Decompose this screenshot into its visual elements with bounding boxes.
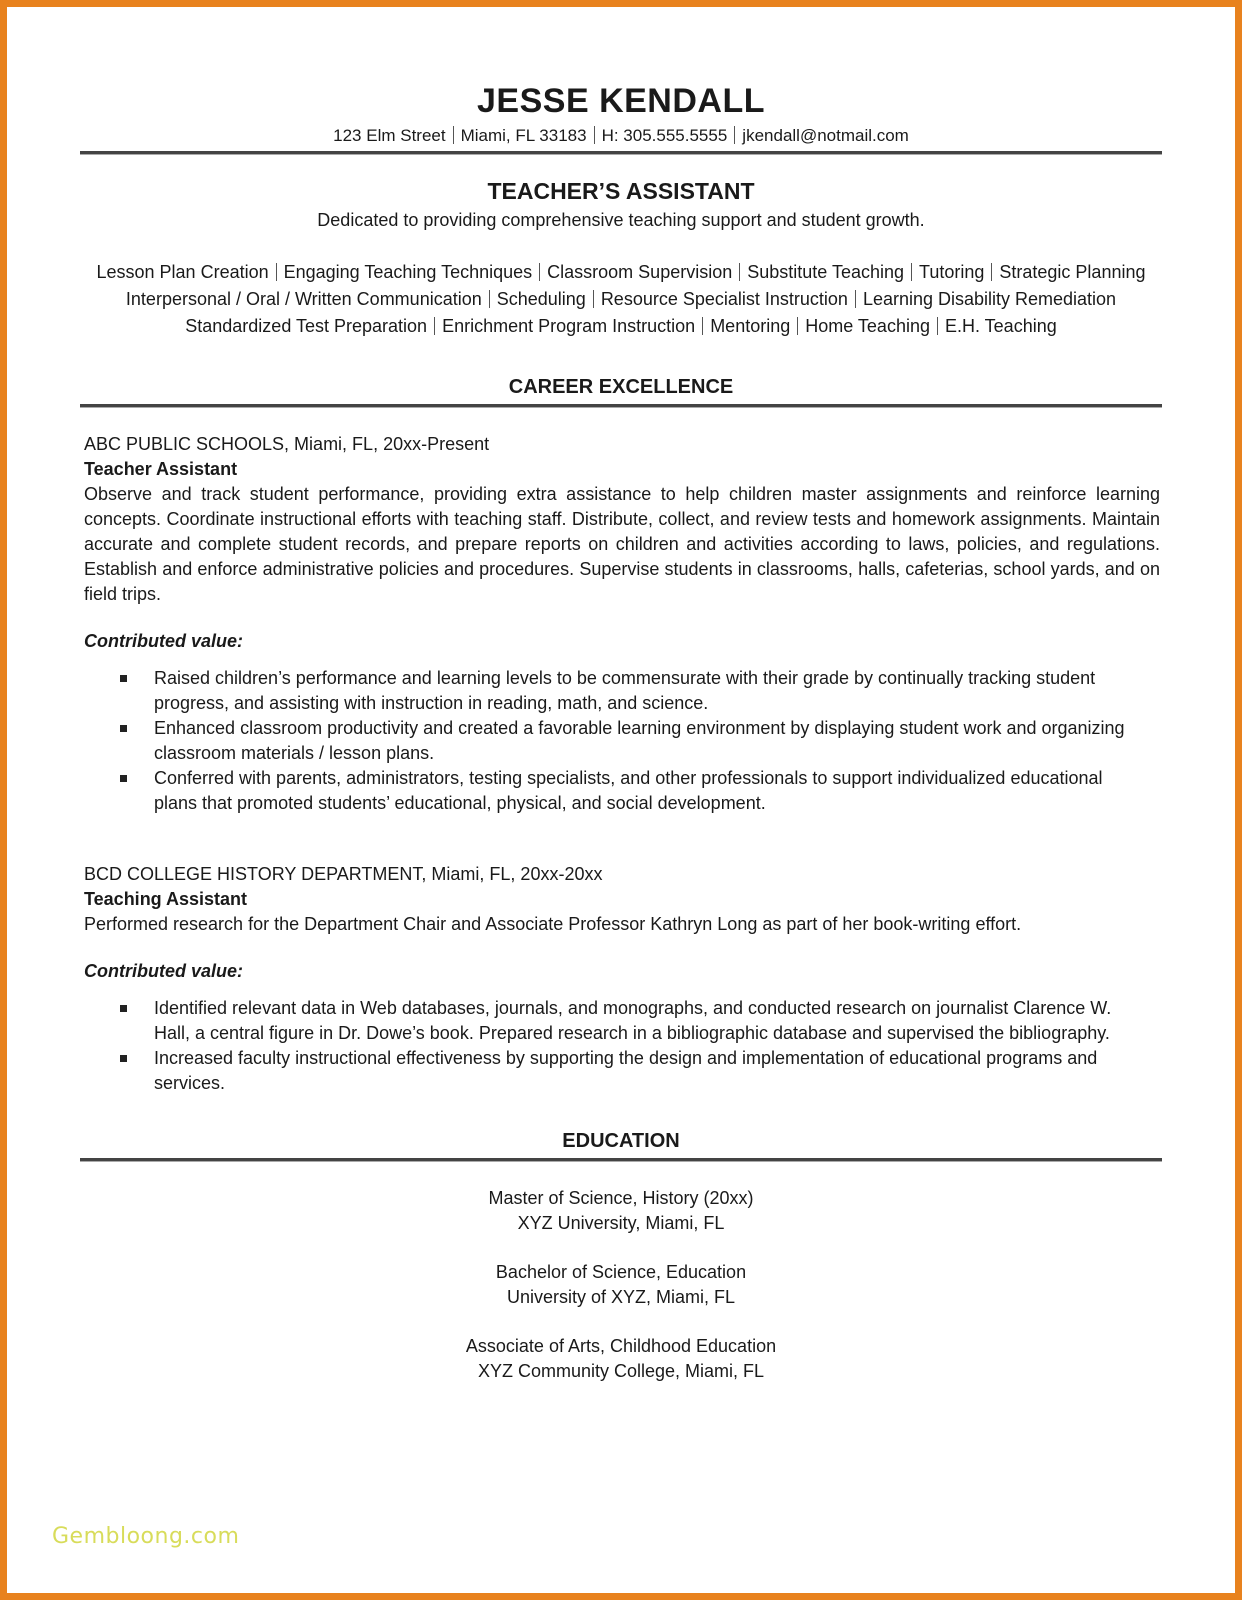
divider <box>702 317 703 335</box>
skill-item: Tutoring <box>919 262 985 282</box>
job-entry <box>84 862 1160 1096</box>
contact-city: Miami, FL 33183 <box>460 126 587 145</box>
skill-item: Mentoring <box>710 316 791 336</box>
bullet-icon <box>120 1055 127 1062</box>
objective-title: TEACHER’S ASSISTANT <box>487 178 755 204</box>
divider <box>797 317 798 335</box>
job-employer: ABC PUBLIC SCHOOLS, Miami, FL, 20xx-Present <box>84 434 490 454</box>
education-entry <box>80 1334 1162 1384</box>
skills-row <box>80 313 1162 340</box>
divider <box>594 126 595 144</box>
education-school: XYZ Community College, Miami, FL <box>477 1361 765 1381</box>
candidate-name: JESSE KENDALL <box>477 82 765 120</box>
education-degree: Bachelor of Science, Education <box>495 1262 747 1282</box>
divider <box>453 126 454 144</box>
divider <box>276 263 277 281</box>
job-role: Teacher Assistant <box>84 459 238 479</box>
list-item-text: Conferred with parents, administrators, testing specialists, and other professionals to support individualized educational plans that promoted students’ educational, physical, and social development. <box>154 768 1103 813</box>
contact-address: 123 Elm Street <box>333 126 446 145</box>
skill-item: Engaging Teaching Techniques <box>283 262 533 282</box>
bullet-icon <box>120 775 127 782</box>
education-school: University of XYZ, Miami, FL <box>506 1287 736 1307</box>
divider <box>539 263 540 281</box>
contribution-list <box>84 666 1160 816</box>
education-degree: Master of Science, History (20xx) <box>488 1188 754 1208</box>
contributed-label: Contributed value: <box>84 961 244 981</box>
list-item-text: Identified relevant data in Web databases, journals, and monographs, and conducted research on journalist Clarence W. Hall, a central figure in Dr. Dowe’s book. Prepared research in a bibliographic database and supervised the bibliography. <box>154 998 1112 1043</box>
job-entry <box>84 432 1160 816</box>
divider <box>734 126 735 144</box>
skill-item: Resource Specialist Instruction <box>600 289 848 309</box>
skill-item: Classroom Supervision <box>547 262 733 282</box>
education-school: XYZ University, Miami, FL <box>517 1213 725 1233</box>
header-rule <box>80 151 1162 155</box>
list-item <box>84 766 1160 816</box>
contact-line <box>80 126 1162 146</box>
skill-item: Enrichment Program Instruction <box>442 316 696 336</box>
skill-item: Learning Disability Remediation <box>862 289 1117 309</box>
education-section-title: EDUCATION <box>562 1130 680 1152</box>
divider <box>855 290 856 308</box>
list-item-text: Raised children’s performance and learning levels to be commensurate with their grade by continually tracking student progress, and assisting with instruction in reading, math, and science. <box>154 668 1096 713</box>
list-item <box>84 1046 1160 1096</box>
skill-item: E.H. Teaching <box>944 316 1057 336</box>
divider <box>593 290 594 308</box>
list-item <box>84 996 1160 1046</box>
list-item <box>84 666 1160 716</box>
skills-list <box>80 259 1162 340</box>
education-rule <box>80 1158 1162 1162</box>
divider <box>937 317 938 335</box>
career-section-title: CAREER EXCELLENCE <box>508 376 734 398</box>
objective-subtitle: Dedicated to providing comprehensive teaching support and student growth. <box>317 210 925 230</box>
skill-item: Substitute Teaching <box>747 262 905 282</box>
list-item-text: Enhanced classroom productivity and created a favorable learning environment by displaying student work and organizing classroom materials / lesson plans. <box>154 718 1125 763</box>
bullet-icon <box>120 725 127 732</box>
job-description: Performed research for the Department Chair and Associate Professor Kathryn Long as part of her book-writing effort. <box>84 914 1022 934</box>
divider <box>739 263 740 281</box>
skill-item: Home Teaching <box>805 316 930 336</box>
job-employer: BCD COLLEGE HISTORY DEPARTMENT, Miami, FL, 20xx-20xx <box>84 864 603 884</box>
contributed-label: Contributed value: <box>84 631 244 651</box>
bullet-icon <box>120 1005 127 1012</box>
contact-phone: H: 305.555.5555 <box>601 126 728 145</box>
job-description: Observe and track student performance, providing extra assistance to help children master assignments and reinforce learning concepts. Coordinate instructional efforts with teaching staff. Distribute, collect, and review tests and homework assignments. Maintain accurate and complete student records, and prepare reports on children and activities according to laws, policies, and regulations. Establish and enforce administrative policies and procedures. Supervise students in classrooms, halls, cafeterias, school yards, and on field trips. <box>84 484 1160 604</box>
divider <box>434 317 435 335</box>
list-item <box>84 716 1160 766</box>
skills-row <box>80 259 1162 286</box>
job-role: Teaching Assistant <box>84 889 248 909</box>
skill-item: Standardized Test Preparation <box>185 316 428 336</box>
contribution-list <box>84 996 1160 1096</box>
education-entry <box>80 1186 1162 1236</box>
divider <box>911 263 912 281</box>
skill-item: Lesson Plan Creation <box>96 262 269 282</box>
contact-email: jkendall@notmail.com <box>742 126 909 145</box>
bullet-icon <box>120 675 127 682</box>
career-rule <box>80 404 1162 408</box>
divider <box>991 263 992 281</box>
divider <box>489 290 490 308</box>
education-entry <box>80 1260 1162 1310</box>
skills-row <box>80 286 1162 313</box>
education-degree: Associate of Arts, Childhood Education <box>465 1336 777 1356</box>
list-item-text: Increased faculty instructional effectiveness by supporting the design and implementation of educational programs and services. <box>154 1048 1098 1093</box>
watermark: Gembloong.com <box>52 1524 240 1549</box>
skill-item: Interpersonal / Oral / Written Communication <box>125 289 482 309</box>
skill-item: Scheduling <box>496 289 586 309</box>
skill-item: Strategic Planning <box>999 262 1146 282</box>
